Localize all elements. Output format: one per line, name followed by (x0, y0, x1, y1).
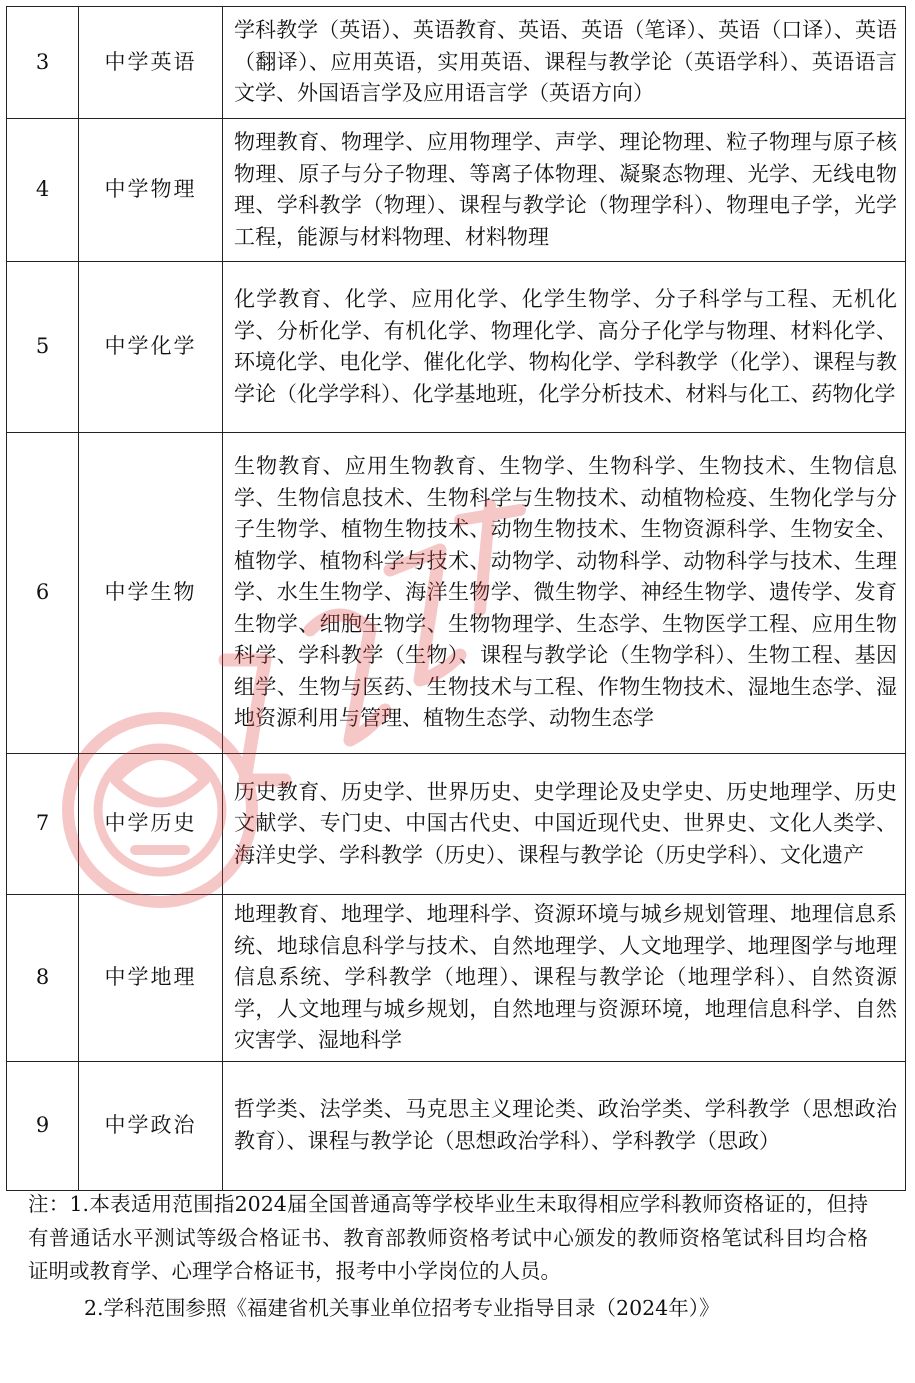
major-list: 地理教育、地理学、地理科学、资源环境与城乡规划管理、地理信息系统、地球信息科学与技术、自然地理学、人文地理学、地理图学与地理信息系统、学科教学（地理）、课程与教学论（地理学科）、自然资源学，人文地理与城乡规划，自然地理与资源环境，地理信息科学、自然灾害学、湿地科学 (223, 895, 906, 1062)
subject-name: 中学地理 (79, 895, 223, 1062)
row-number: 9 (7, 1061, 79, 1190)
table-row (7, 7, 906, 119)
table-row (7, 262, 906, 433)
major-list: 物理教育、物理学、应用物理学、声学、理论物理、粒子物理与原子核物理、原子与分子物理、等离子体物理、凝聚态物理、光学、无线电物理、学科教学（物理）、课程与教学论（物理学科）、物理电子学，光学工程，能源与材料物理、材料物理 (223, 119, 906, 262)
row-number: 8 (7, 895, 79, 1062)
row-number: 6 (7, 433, 79, 754)
row-number: 4 (7, 119, 79, 262)
row-number: 7 (7, 754, 79, 895)
major-list: 历史教育、历史学、世界历史、史学理论及史学史、历史地理学、历史文献学、专门史、中国古代史、中国近现代史、世界史、文化人类学、海洋史学、学科教学（历史）、课程与教学论（历史学科）、文化遗产 (223, 754, 906, 895)
major-list: 化学教育、化学、应用化学、化学生物学、分子科学与工程、无机化学、分析化学、有机化学、物理化学、高分子化学与物理、材料化学、环境化学、电化学、催化化学、物构化学、学科教学（化学）、课程与教学论（化学学科）、化学基地班，化学分析技术、材料与化工、药物化学 (223, 262, 906, 433)
table-row (7, 1061, 906, 1190)
subject-major-table (6, 6, 906, 1191)
subject-name: 中学物理 (79, 119, 223, 262)
row-number: 5 (7, 262, 79, 433)
table-row (7, 754, 906, 895)
note-2: 2.学科范围参照《福建省机关事业单位招考专业指导目录（2024年）》 (84, 1295, 720, 1320)
notes-section (28, 1188, 868, 1325)
note-1: 注：1.本表适用范围指2024届全国普通高等学校毕业生未取得相应学科教师资格证的，但持有普通话水平测试等级合格证书、教育部教师资格考试中心颁发的教师资格笔试科目均合格证明或教育学、心理学合格证书，报考中小学岗位的人员。 (28, 1192, 868, 1283)
table-row (7, 119, 906, 262)
major-list: 学科教学（英语）、英语教育、英语、英语（笔译）、英语（口译）、英语（翻译）、应用英语，实用英语、课程与教学论（英语学科）、英语语言文学、外国语言学及应用语言学（英语方向） (223, 7, 906, 119)
subject-name: 中学政治 (79, 1061, 223, 1190)
subject-name: 中学生物 (79, 433, 223, 754)
subject-name: 中学历史 (79, 754, 223, 895)
major-list: 哲学类、法学类、马克思主义理论类、政治学类、学科教学（思想政治教育）、课程与教学论（思想政治学科）、学科教学（思政） (223, 1061, 906, 1190)
subject-name: 中学化学 (79, 262, 223, 433)
subject-name: 中学英语 (79, 7, 223, 119)
major-list: 生物教育、应用生物教育、生物学、生物科学、生物技术、生物信息学、生物信息技术、生物科学与生物技术、动植物检疫、生物化学与分子生物学、植物生物技术、动物生物技术、生物资源科学、生物安全、植物学、植物科学与技术、动物学、动物科学、动物科学与技术、生理学、水生生物学、海洋生物学、微生物学、神经生物学、遗传学、发育生物学、细胞生物学、生物物理学、生态学、生物医学工程、应用生物科学、学科教学（生物）、课程与教学论（生物学科）、生物工程、基因组学、生物与医药、生物技术与工程、作物生物技术、湿地生态学、湿地资源利用与管理、植物生态学、动物生态学 (223, 433, 906, 754)
table-row (7, 895, 906, 1062)
table-row (7, 433, 906, 754)
row-number: 3 (7, 7, 79, 119)
